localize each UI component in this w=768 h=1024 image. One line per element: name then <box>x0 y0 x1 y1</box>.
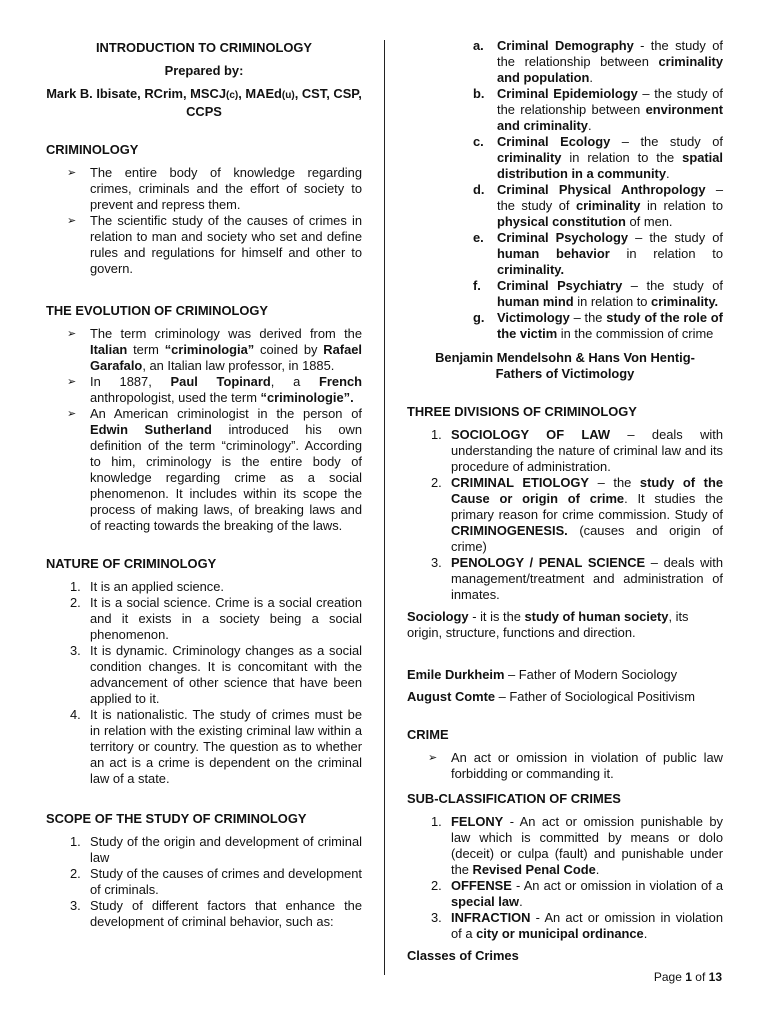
list-item: a. Criminal Demography - the study of the relationship between criminality and population. <box>473 38 723 85</box>
subclass-heading: SUB-CLASSIFICATION OF CRIMES <box>407 791 621 806</box>
list-item: 3. It is dynamic. Criminology changes as a social condition changes. It is concomitant with the advancement of other science that have been applied to it. <box>70 643 362 706</box>
left-column <box>46 40 362 930</box>
list-item: ➢ The entire body of knowledge regarding crimes, criminals and the effort of society to prevent and repress them. <box>46 165 362 213</box>
list-item: e. Criminal Psychology – the study of human behavior in relation to criminality. <box>473 230 723 277</box>
sociology-definition: Sociology - it is the study of human society, its origin, structure, functions and direction. <box>407 609 689 640</box>
nature-heading: NATURE OF CRIMINOLOGY <box>46 556 217 571</box>
evolution-list <box>46 326 362 534</box>
list-item: b. Criminal Epidemiology – the study of the relationship between environment and criminality. <box>473 86 724 133</box>
list-item: ➢ The scientific study of the causes of crimes in relation to man and society who set and define rules and regulations for himself and other to govern. <box>46 213 362 277</box>
list-item: 1. It is an applied science. <box>70 579 224 594</box>
factors-list <box>407 38 723 342</box>
scope-heading: SCOPE OF THE STUDY OF CRIMINOLOGY <box>46 811 307 826</box>
column-divider <box>384 40 385 975</box>
list-item: 2. CRIMINAL ETIOLOGY – the study of the Cause or origin of crime. It studies the primary reason for crime commission. Study of CRIMINOGENESIS. (causes and origin of crime) <box>431 475 723 554</box>
list-item: 3. INFRACTION - An act or omission in violation of a city or municipal ordinance. <box>431 910 723 941</box>
list-item: 2. Study of the causes of crimes and development of criminals. <box>70 866 362 897</box>
list-item: f. Criminal Psychiatry – the study of human mind in relation to criminality. <box>473 278 723 309</box>
classes-of-crimes-heading: Classes of Crimes <box>407 948 519 963</box>
list-item: 1. SOCIOLOGY OF LAW – deals with understanding the nature of criminal law and its procedure of administration. <box>431 427 723 474</box>
right-column <box>407 38 723 964</box>
list-item: 3. PENOLOGY / PENAL SCIENCE – deals with management/treatment and administration of inmates. <box>431 555 723 602</box>
comte-line: August Comte – Father of Sociological Positivism <box>407 689 695 704</box>
evolution-heading: THE EVOLUTION OF CRIMINOLOGY <box>46 303 269 318</box>
list-item: ➢ An American criminologist in the person of Edwin Sutherland introduced his own definition of the term “criminology”. According to him, criminology is the entire body of knowledge regarding crime as a social phenomenon. It includes within its scope the process of making laws, of breaking laws and of reacting towards the breaking of the laws. <box>46 406 362 534</box>
subclass-list <box>407 814 723 942</box>
durkheim-line: Emile Durkheim – Father of Modern Sociology <box>407 667 678 682</box>
page-number: Page 1 of 13 <box>653 970 722 984</box>
nature-list <box>46 579 362 787</box>
victimology-fathers: Benjamin Mendelsohn & Hans Von Hentig- Fathers of Victimology <box>435 350 695 381</box>
list-item: g. Victimology – the study of the role of the victim in the commission of crime <box>473 310 723 341</box>
list-item: 1. FELONY - An act or omission punishable by law which is committed by means or dolo (deceit) or culpa (fault) and punishable under the Revised Penal Code. <box>431 814 723 877</box>
criminology-heading: CRIMINOLOGY <box>46 142 139 157</box>
divisions-list <box>407 427 723 603</box>
divisions-heading: THREE DIVISIONS OF CRIMINOLOGY <box>407 404 637 419</box>
scope-list <box>46 834 362 930</box>
list-item: c. Criminal Ecology – the study of criminality in relation to the spatial distribution in a community. <box>473 134 724 181</box>
prepared-by-label: Prepared by: <box>164 63 244 78</box>
crime-heading: CRIME <box>407 727 449 742</box>
list-item: ➢ An act or omission in violation of public law forbidding or commanding it. <box>407 750 723 782</box>
document-title: INTRODUCTION TO CRIMINOLOGY <box>95 40 313 55</box>
list-item: ➢ In 1887, Paul Topinard, a French anthropologist, used the term “criminologie”. <box>46 374 362 406</box>
criminology-list <box>46 165 362 277</box>
list-item: 1. Study of the origin and development of criminal law <box>70 834 362 865</box>
list-item: ➢ The term criminology was derived from the Italian term “criminologia” coined by Rafael Garafalo, an Italian law professor, in 1885. <box>46 326 362 374</box>
list-item: 4. It is nationalistic. The study of crimes must be in relation with the existing criminal law within a territory or country. The question as to whether an act is a crime is dependent on the criminal law of a state. <box>70 707 362 786</box>
crime-list <box>407 750 723 782</box>
list-item: 2. OFFENSE - An act or omission in violation of a special law. <box>431 878 723 909</box>
list-item: 2. It is a social science. Crime is a social creation and it exists in a society being a social phenomenon. <box>70 595 362 642</box>
list-item: d. Criminal Physical Anthropology – the study of criminality in relation to physical constitution of men. <box>473 182 723 229</box>
list-item: 3. Study of different factors that enhance the development of criminal behavior, such as: <box>70 898 362 929</box>
author-credentials: Mark B. Ibisate, RCrim, MSCJ(c), MAEd(u), CST, CSP, CCPS <box>46 86 362 119</box>
